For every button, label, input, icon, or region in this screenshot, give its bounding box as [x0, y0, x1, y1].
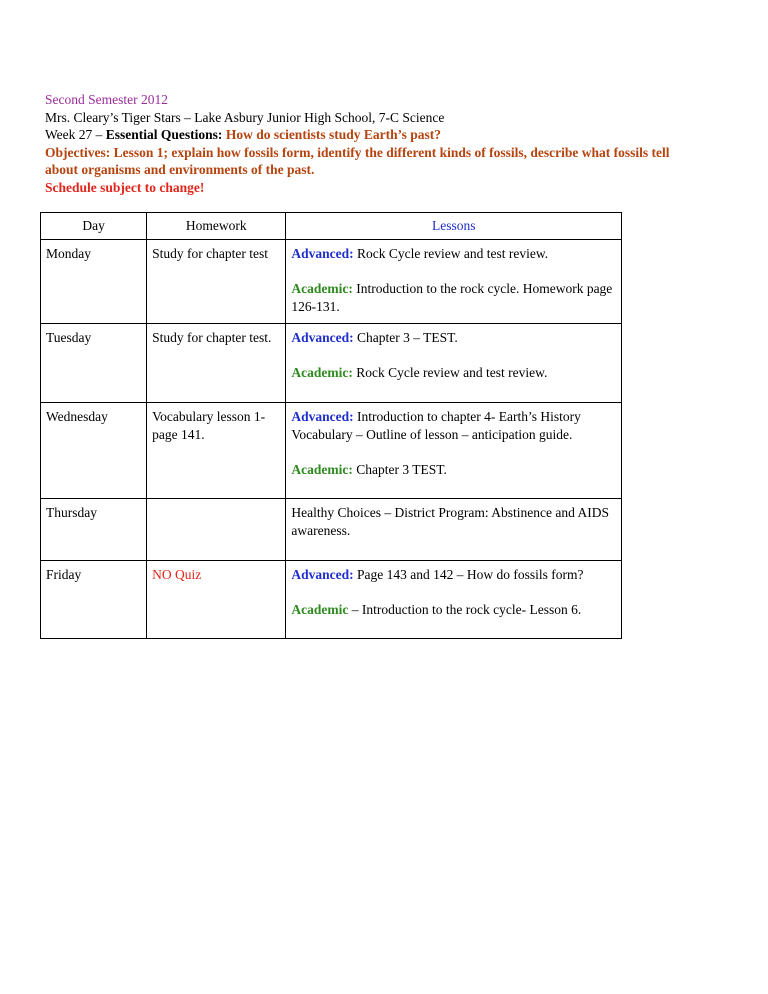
homework-cell: NO Quiz: [147, 561, 286, 639]
academic-text: Rock Cycle review and test review.: [352, 365, 548, 381]
advanced-lesson: [291, 566, 617, 584]
lessons-cell: [286, 403, 622, 499]
header-lessons: Lessons: [286, 213, 622, 240]
document-header: [45, 91, 685, 197]
header-homework: Homework: [147, 213, 286, 240]
table-row: [41, 403, 622, 499]
lessons-cell: Healthy Choices – District Program: Abstinence and AIDS awareness.: [286, 499, 622, 561]
advanced-text: Chapter 3 – TEST.: [353, 330, 458, 345]
advanced-text: Page 143 and 142 – How do fossils form?: [353, 567, 584, 582]
academic-lesson: [291, 364, 617, 382]
lessons-cell: [286, 240, 622, 324]
table-row: [41, 561, 622, 639]
day-cell: Tuesday: [41, 324, 147, 403]
day-cell: Monday: [41, 240, 147, 324]
homework-cell: Study for chapter test: [147, 240, 286, 324]
lessons-cell: [286, 324, 622, 403]
week-prefix: Week 27 –: [45, 127, 106, 143]
academic-label: Academic: [291, 602, 349, 618]
advanced-label: Advanced:: [291, 567, 354, 582]
day-cell: Friday: [41, 561, 147, 639]
semester-title: Second Semester 2012: [45, 92, 168, 107]
table-header-row: [41, 213, 622, 240]
academic-text: Chapter 3 TEST.: [352, 461, 447, 477]
essential-question-text: How do scientists study Earth’s past?: [222, 127, 441, 143]
lessons-cell: [286, 561, 622, 639]
table-row: [41, 324, 622, 403]
academic-text: Introduction to the rock cycle. Homework page 126-131.: [291, 281, 613, 314]
day-cell: Thursday: [41, 499, 147, 561]
table-row: [41, 240, 622, 324]
advanced-text: Introduction to chapter 4- Earth’s History Vocabulary – Outline of lesson – anticipation guide.: [291, 409, 581, 442]
week-line: [45, 126, 685, 144]
advanced-lesson: [291, 329, 617, 347]
advanced-label: Advanced:: [291, 246, 354, 261]
advanced-lesson: [291, 245, 617, 263]
homework-cell: [147, 499, 286, 561]
header-day: Day: [41, 213, 147, 240]
academic-lesson: [291, 280, 617, 315]
academic-text: – Introduction to the rock cycle- Lesson 6.: [348, 602, 582, 618]
homework-cell: Vocabulary lesson 1- page 141.: [147, 403, 286, 499]
academic-lesson: [291, 601, 617, 619]
advanced-text: Rock Cycle review and test review.: [353, 246, 549, 261]
academic-label: Academic:: [291, 281, 353, 297]
academic-label: Academic:: [291, 461, 353, 477]
table-row: [41, 499, 622, 561]
advanced-lesson: [291, 408, 617, 443]
academic-label: Academic:: [291, 365, 353, 381]
class-line: Mrs. Cleary’s Tiger Stars – Lake Asbury Junior High School, 7-C Science: [45, 109, 445, 125]
academic-lesson: [291, 461, 617, 479]
advanced-label: Advanced:: [291, 409, 354, 424]
objectives: Objectives: Lesson 1; explain how fossils form, identify the different kinds of fossils, describe what fossils tell about organisms and environments of the past.: [45, 144, 670, 178]
advanced-label: Advanced:: [291, 330, 354, 345]
weekly-schedule-table: [40, 212, 622, 639]
schedule-note: Schedule subject to change!: [45, 179, 205, 195]
day-cell: Wednesday: [41, 403, 147, 499]
essential-questions-label: Essential Questions:: [105, 127, 223, 143]
homework-cell: Study for chapter test.: [147, 324, 286, 403]
